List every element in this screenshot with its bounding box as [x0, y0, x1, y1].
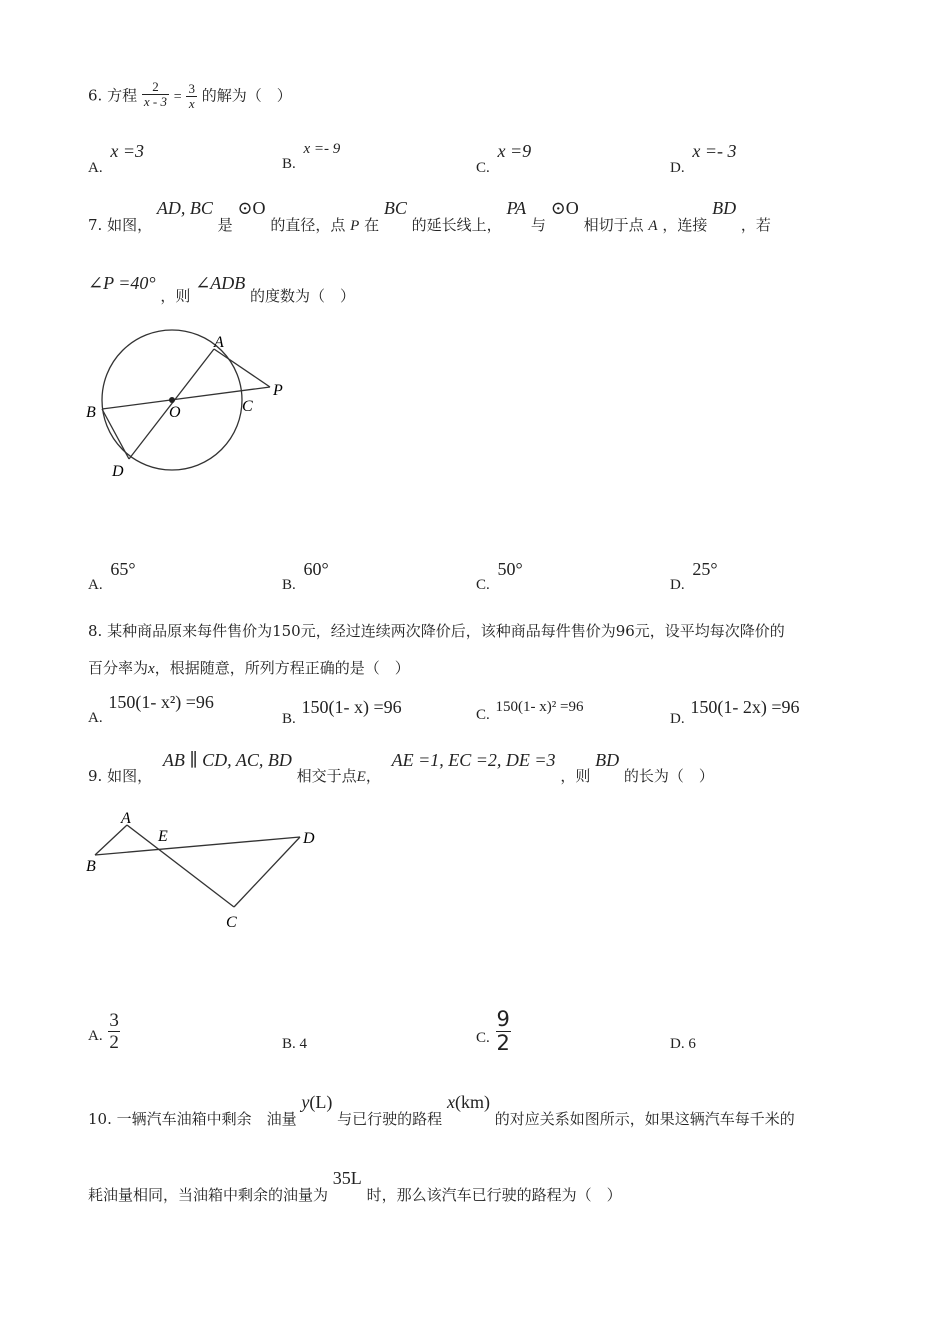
q8-option-a[interactable]: A. 150(1- x²) =96 — [88, 692, 214, 726]
q6-number: 6. — [88, 86, 103, 105]
label-o: O — [169, 404, 181, 421]
question-10-line-2 — [88, 1168, 622, 1204]
q6-equals: = — [173, 89, 182, 105]
q8-line-1: 8. 某种商品原来每件售价为150元，经过连续两次降价后，该种商品每件售价为96元，设平均每次降价的 — [88, 622, 785, 640]
q9-math-parallel: AB ∥ CD, AC, BD — [162, 750, 292, 770]
question-9 — [88, 750, 714, 785]
q9-point-e: E — [356, 769, 366, 785]
q7-circle-o: ⊙O — [237, 198, 266, 218]
q6-text-before: 方程 — [107, 86, 138, 105]
segment-ab — [95, 825, 127, 855]
segment-bd — [95, 837, 300, 855]
question-10-line-1 — [88, 1092, 795, 1128]
q10-text: 10. 一辆汽车油箱中剩余 油量 — [88, 1110, 297, 1128]
tangent-pa — [214, 349, 270, 387]
label-a: A — [214, 334, 224, 351]
q7-math-ad-bc: AD, BC — [156, 198, 213, 218]
q7-text: ，若 — [740, 216, 771, 234]
q6-option-b[interactable]: B. x =- 9 — [282, 141, 341, 172]
q9-text: ， — [365, 767, 381, 785]
label-c: C — [242, 398, 253, 415]
q10-unit-l: (L) — [309, 1092, 333, 1112]
q9-text: 的长为（ ） — [623, 767, 714, 785]
q7-number: 7. 如图， — [88, 216, 153, 234]
q9-math-lengths: AE =1, EC =2, DE =3 — [391, 750, 556, 770]
q9-text: ，则 — [560, 767, 591, 785]
q7-text: 相切于点 — [583, 216, 644, 234]
q7-circle-o-2: ⊙O — [550, 198, 579, 218]
q10-math-x: x(km) — [446, 1092, 490, 1112]
q8-variable-x: x — [148, 661, 155, 677]
q9-option-a[interactable]: A. $\frac{3}{2}$ — [88, 1010, 119, 1053]
q9-number: 9. 如图， — [88, 767, 153, 785]
q9-triangle-figure — [80, 805, 330, 935]
q7-text: 的度数为（ ） — [250, 287, 356, 305]
q10-math-35l: 35L — [332, 1168, 362, 1188]
segment-ac — [127, 825, 234, 907]
label-a: A — [121, 810, 131, 827]
q7-angle-p: ∠P =40° — [88, 273, 156, 293]
q10-text: 与已行驶的路程 — [337, 1110, 443, 1128]
question-7-line-1 — [88, 198, 771, 234]
q7-text: 与 — [530, 216, 546, 234]
label-b: B — [86, 404, 96, 421]
q7-text: 的直径，点 — [270, 216, 346, 234]
q7-angle-adb: ∠ADB — [195, 273, 246, 293]
q7-math-bc: BC — [383, 198, 407, 218]
q10-unit-km: (km) — [454, 1092, 490, 1112]
q10-math-y: y(L) — [301, 1092, 333, 1112]
q9-option-c[interactable]: C. $\frac{9}{2}$ — [476, 1007, 510, 1055]
q8-option-c[interactable]: C. 150(1- x)² =96 — [476, 699, 584, 723]
q7-point-a: A — [648, 218, 658, 234]
q7-circle-figure — [80, 325, 310, 495]
label-d: D — [303, 830, 315, 847]
q9-option-d[interactable]: D. 6 — [670, 1036, 696, 1052]
q7-text: ，连接 — [662, 216, 708, 234]
q6-text-after: 的解为（ ） — [201, 86, 292, 105]
segment-cd — [234, 837, 300, 907]
label-e: E — [158, 828, 168, 845]
q8-text: ，根据随意，所列方程正确的是（ ） — [154, 659, 410, 677]
q9-option-b[interactable]: B. 4 — [282, 1036, 308, 1052]
label-d: D — [112, 463, 124, 480]
label-b: B — [86, 858, 96, 875]
label-c: C — [226, 914, 237, 931]
q7-option-c[interactable]: C. 50° — [476, 559, 523, 593]
q6-fraction-1: $\frac{2}{x - 3}$ — [143, 79, 167, 109]
q10-text: 耗油量相同，当油箱中剩余的油量为 — [88, 1186, 329, 1204]
q6-option-d[interactable]: D. x =- 3 — [670, 141, 737, 176]
q9-text: 相交于点 — [296, 767, 357, 785]
q7-text: ，则 — [160, 287, 191, 305]
q7-option-a[interactable]: A. 65° — [88, 559, 136, 593]
q8-text: 百分率为 — [88, 659, 149, 677]
q8-option-d[interactable]: D. 150(1- 2x) =96 — [670, 697, 800, 727]
q8-option-b[interactable]: B. 150(1- x) =96 — [282, 697, 402, 727]
q7-math-bd: BD — [712, 198, 737, 218]
q7-option-d[interactable]: D. 25° — [670, 559, 718, 593]
q7-text: 在 — [364, 216, 380, 234]
question-6 — [88, 79, 292, 111]
q10-text: 的对应关系如图所示，如果这辆汽车每千米的 — [494, 1110, 795, 1128]
q7-text: 的延长线上， — [411, 216, 502, 234]
q7-text: 是 — [217, 216, 233, 234]
q8-line-2 — [88, 657, 410, 678]
label-p: P — [273, 382, 283, 399]
q9-math-bd: BD — [595, 750, 620, 770]
q7-point-p: P — [350, 218, 360, 234]
q6-option-a[interactable]: A. x =3 — [88, 141, 144, 176]
question-7-line-2 — [88, 273, 356, 305]
center-dot — [169, 397, 175, 403]
q10-text: 时，那么该汽车已行驶的路程为（ ） — [366, 1186, 622, 1204]
chord-bd — [102, 409, 129, 459]
q6-fraction-2: $\frac{3}{x}$ — [188, 81, 195, 111]
q7-math-pa: PA — [506, 198, 527, 218]
q7-option-b[interactable]: B. 60° — [282, 559, 329, 593]
q6-option-c[interactable]: C. x =9 — [476, 141, 532, 176]
